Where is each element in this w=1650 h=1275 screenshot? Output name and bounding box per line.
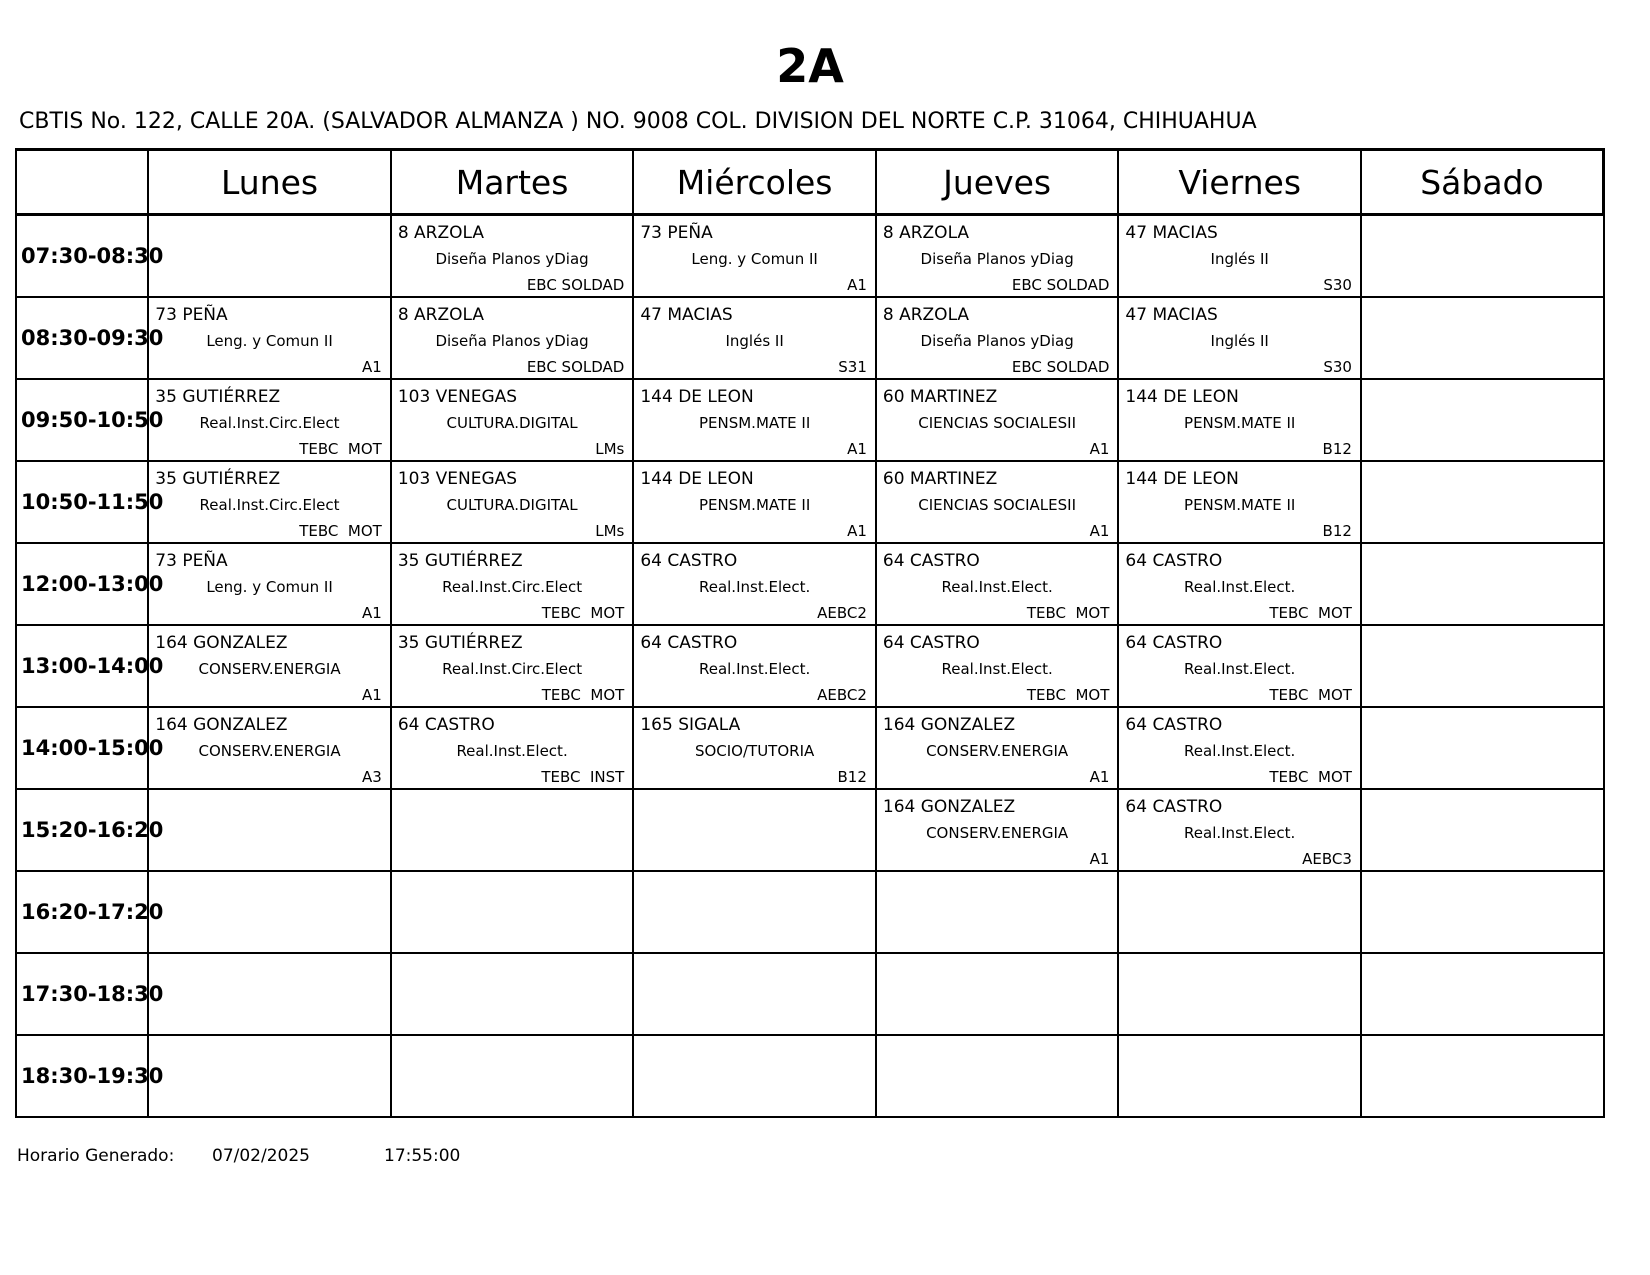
subject-name: CIENCIAS SOCIALESII — [918, 414, 1076, 432]
schedule-cell — [148, 625, 391, 707]
room-code: B12 — [837, 768, 867, 786]
subject-name: Real.Inst.Elect. — [1184, 742, 1296, 760]
schedule-cell — [1118, 543, 1361, 625]
time-slot-label: 10:50-11:50 — [16, 461, 148, 543]
room-code: TEBC MOT — [541, 686, 625, 704]
teacher-name: 47 MACIAS — [640, 305, 733, 325]
teacher-name: 165 SIGALA — [640, 715, 741, 735]
school-address: CBTIS No. 122, CALLE 20A. (SALVADOR ALMANZA ) NO. 9008 COL. DIVISION DEL NORTE C.P. 31064, CHIHUAHUA — [19, 109, 1257, 134]
teacher-name: 73 PEÑA — [640, 223, 713, 243]
day-header-sabado: Sábado — [1361, 150, 1604, 215]
schedule-cell — [876, 625, 1119, 707]
schedule-cell — [391, 707, 634, 789]
teacher-name: 35 GUTIÉRREZ — [397, 551, 523, 571]
subject-name: Diseña Planos yDiag — [920, 250, 1074, 268]
subject-name: CULTURA.DIGITAL — [446, 496, 578, 514]
schedule-cell — [876, 379, 1119, 461]
subject-name: Diseña Planos yDiag — [435, 250, 589, 268]
schedule-cell — [876, 953, 1119, 1035]
schedule-cell — [1361, 953, 1604, 1035]
schedule-cell — [391, 461, 634, 543]
schedule-cell — [391, 215, 634, 298]
schedule-cell — [876, 707, 1119, 789]
generated-time: 17:55:00 — [384, 1146, 461, 1166]
room-code: TEBC MOT — [1269, 768, 1352, 786]
time-slot-label: 14:00-15:00 — [16, 707, 148, 789]
schedule-cell — [148, 297, 391, 379]
schedule-cell — [391, 297, 634, 379]
schedule-cell — [1361, 789, 1604, 871]
teacher-name: 144 DE LEON — [1125, 469, 1239, 489]
teacher-name: 164 GONZALEZ — [882, 715, 1016, 735]
subject-name: CONSERV.ENERGIA — [926, 742, 1069, 760]
teacher-name: 64 CASTRO — [397, 715, 495, 735]
schedule-cell — [633, 953, 876, 1035]
room-code: B12 — [1322, 522, 1352, 540]
schedule-row — [16, 543, 1604, 625]
subject-name: Real.Inst.Elect. — [1184, 824, 1296, 842]
schedule-cell — [148, 543, 391, 625]
schedule-row — [16, 625, 1604, 707]
room-code: A1 — [362, 686, 382, 704]
room-code: B12 — [1322, 440, 1352, 458]
schedule-cell — [876, 871, 1119, 953]
teacher-name: 8 ARZOLA — [397, 305, 484, 325]
schedule-cell — [633, 461, 876, 543]
schedule-cell — [633, 707, 876, 789]
teacher-name: 47 MACIAS — [1125, 305, 1218, 325]
schedule-cell — [1361, 1035, 1604, 1117]
day-header-miercoles: Miércoles — [633, 150, 876, 215]
room-code: TEBC MOT — [299, 522, 382, 540]
schedule-cell — [148, 215, 391, 298]
teacher-name: 35 GUTIÉRREZ — [155, 387, 281, 407]
schedule-cell — [1361, 215, 1604, 298]
teacher-name: 73 PEÑA — [155, 551, 228, 571]
teacher-name: 60 MARTINEZ — [882, 387, 998, 407]
time-slot-label: 17:30-18:30 — [16, 953, 148, 1035]
schedule-cell — [391, 789, 634, 871]
schedule-cell — [1361, 871, 1604, 953]
page-title: 2A — [776, 39, 844, 93]
schedule-row — [16, 215, 1604, 298]
schedule-row — [16, 953, 1604, 1035]
schedule-cell — [1118, 1035, 1361, 1117]
subject-name: SOCIO/TUTORIA — [694, 742, 815, 760]
subject-name: PENSM.MATE II — [1184, 496, 1296, 514]
room-code: EBC SOLDAD — [526, 276, 625, 294]
generated-date: 07/02/2025 — [212, 1146, 310, 1166]
room-code: A1 — [1089, 440, 1110, 458]
day-header-jueves: Jueves — [876, 150, 1119, 215]
subject-name: Real.Inst.Elect. — [456, 742, 568, 760]
teacher-name: 64 CASTRO — [1125, 715, 1223, 735]
schedule-cell — [391, 871, 634, 953]
schedule-cell — [148, 953, 391, 1035]
schedule-cell — [1361, 461, 1604, 543]
teacher-name: 103 VENEGAS — [397, 387, 518, 407]
subject-name: Real.Inst.Elect. — [941, 660, 1053, 678]
schedule-cell — [633, 1035, 876, 1117]
day-header-viernes: Viernes — [1118, 150, 1361, 215]
schedule-cell — [633, 379, 876, 461]
schedule-cell — [1118, 625, 1361, 707]
teacher-name: 64 CASTRO — [640, 551, 738, 571]
corner-header — [16, 150, 148, 215]
schedule-cell — [148, 871, 391, 953]
schedule-cell — [148, 379, 391, 461]
schedule-table — [15, 148, 1605, 1118]
room-code: A1 — [1089, 522, 1110, 540]
time-slot-label: 12:00-13:00 — [16, 543, 148, 625]
room-code: A1 — [362, 358, 382, 376]
schedule-row — [16, 1035, 1604, 1117]
teacher-name: 103 VENEGAS — [397, 469, 518, 489]
time-slot-label: 18:30-19:30 — [16, 1035, 148, 1117]
room-code: LMs — [595, 522, 625, 540]
room-code: A1 — [1089, 768, 1110, 786]
room-code: A1 — [847, 440, 867, 458]
subject-name: Real.Inst.Circ.Elect — [199, 414, 340, 432]
room-code: EBC SOLDAD — [1011, 276, 1110, 294]
schedule-row — [16, 789, 1604, 871]
schedule-cell — [148, 461, 391, 543]
subject-name: Leng. y Comun II — [691, 250, 818, 268]
teacher-name: 8 ARZOLA — [882, 223, 970, 243]
schedule-cell — [1361, 297, 1604, 379]
schedule-cell — [1361, 707, 1604, 789]
schedule-cell — [391, 1035, 634, 1117]
subject-name: Real.Inst.Elect. — [1184, 578, 1296, 596]
schedule-cell — [391, 543, 634, 625]
room-code: LMs — [595, 440, 625, 458]
day-header-martes: Martes — [391, 150, 634, 215]
schedule-row — [16, 707, 1604, 789]
teacher-name: 144 DE LEON — [1125, 387, 1239, 407]
schedule-cell — [1118, 215, 1361, 298]
subject-name: PENSM.MATE II — [698, 414, 811, 432]
subject-name: CONSERV.ENERGIA — [198, 660, 341, 678]
schedule-cell — [1118, 871, 1361, 953]
room-code: A1 — [847, 276, 867, 294]
teacher-name: 35 GUTIÉRREZ — [155, 469, 281, 489]
teacher-name: 164 GONZALEZ — [155, 715, 288, 735]
schedule-cell — [876, 789, 1119, 871]
room-code: TEBC MOT — [1026, 604, 1110, 622]
schedule-cell — [1118, 789, 1361, 871]
teacher-name: 8 ARZOLA — [397, 223, 484, 243]
subject-name: PENSM.MATE II — [698, 496, 811, 514]
room-code: AEBC3 — [1302, 850, 1352, 868]
schedule-cell — [1118, 297, 1361, 379]
schedule-cell — [633, 297, 876, 379]
subject-name: Inglés II — [1210, 250, 1269, 268]
day-header-lunes: Lunes — [148, 150, 391, 215]
schedule-cell — [1118, 953, 1361, 1035]
schedule-cell — [876, 1035, 1119, 1117]
subject-name: CONSERV.ENERGIA — [198, 742, 341, 760]
subject-name: Real.Inst.Elect. — [941, 578, 1053, 596]
teacher-name: 64 CASTRO — [1125, 633, 1223, 653]
teacher-name: 64 CASTRO — [640, 633, 738, 653]
subject-name: PENSM.MATE II — [1184, 414, 1296, 432]
room-code: TEBC MOT — [1269, 604, 1352, 622]
teacher-name: 47 MACIAS — [1125, 223, 1218, 243]
time-slot-label: 16:20-17:20 — [16, 871, 148, 953]
subject-name: Inglés II — [1210, 332, 1269, 350]
teacher-name: 64 CASTRO — [1125, 797, 1223, 817]
room-code: A1 — [1089, 850, 1110, 868]
subject-name: Real.Inst.Circ.Elect — [199, 496, 340, 514]
schedule-row — [16, 871, 1604, 953]
schedule-cell — [148, 707, 391, 789]
time-slot-label: 07:30-08:30 — [16, 215, 148, 298]
room-code: EBC SOLDAD — [526, 358, 625, 376]
teacher-name: 73 PEÑA — [155, 305, 228, 325]
schedule-row — [16, 297, 1604, 379]
teacher-name: 64 CASTRO — [1125, 551, 1223, 571]
room-code: TEBC MOT — [541, 604, 625, 622]
subject-name: Diseña Planos yDiag — [435, 332, 589, 350]
schedule-cell — [633, 215, 876, 298]
schedule-cell — [876, 215, 1119, 298]
subject-name: CIENCIAS SOCIALESII — [918, 496, 1076, 514]
schedule-cell — [1118, 379, 1361, 461]
teacher-name: 35 GUTIÉRREZ — [397, 633, 523, 653]
schedule-cell — [1361, 543, 1604, 625]
schedule-cell — [391, 953, 634, 1035]
schedule-cell — [391, 625, 634, 707]
subject-name: Real.Inst.Circ.Elect — [442, 578, 583, 596]
schedule-cell — [1118, 707, 1361, 789]
subject-name: Real.Inst.Elect. — [1184, 660, 1296, 678]
time-slot-label: 08:30-09:30 — [16, 297, 148, 379]
schedule-row — [16, 379, 1604, 461]
subject-name: CONSERV.ENERGIA — [926, 824, 1069, 842]
subject-name: Inglés II — [725, 332, 784, 350]
schedule-cell — [633, 789, 876, 871]
schedule-cell — [1118, 461, 1361, 543]
subject-name: Real.Inst.Circ.Elect — [442, 660, 583, 678]
schedule-cell — [148, 789, 391, 871]
schedule-cell — [633, 543, 876, 625]
time-slot-label: 15:20-16:20 — [16, 789, 148, 871]
room-code: TEBC MOT — [1026, 686, 1110, 704]
schedule-cell — [876, 543, 1119, 625]
room-code: AEBC2 — [817, 604, 867, 622]
time-slot-label: 09:50-10:50 — [16, 379, 148, 461]
room-code: A1 — [362, 604, 382, 622]
schedule-cell — [633, 871, 876, 953]
generated-label: Horario Generado: — [17, 1146, 175, 1166]
schedule-cell — [876, 461, 1119, 543]
schedule-cell — [633, 625, 876, 707]
teacher-name: 60 MARTINEZ — [882, 469, 998, 489]
teacher-name: 64 CASTRO — [882, 551, 980, 571]
room-code: S30 — [1323, 276, 1352, 294]
teacher-name: 144 DE LEON — [640, 469, 754, 489]
teacher-name: 164 GONZALEZ — [882, 797, 1016, 817]
subject-name: Leng. y Comun II — [206, 578, 333, 596]
subject-name: Real.Inst.Elect. — [698, 660, 811, 678]
teacher-name: 8 ARZOLA — [882, 305, 970, 325]
day-header-row — [16, 150, 1604, 215]
schedule-cell — [1361, 379, 1604, 461]
room-code: S31 — [838, 358, 867, 376]
room-code: TEBC INST — [541, 768, 625, 786]
teacher-name: 144 DE LEON — [640, 387, 754, 407]
room-code: S30 — [1323, 358, 1352, 376]
schedule-cell — [876, 297, 1119, 379]
subject-name: Leng. y Comun II — [206, 332, 333, 350]
subject-name: CULTURA.DIGITAL — [446, 414, 578, 432]
time-slot-label: 13:00-14:00 — [16, 625, 148, 707]
room-code: A3 — [362, 768, 382, 786]
subject-name: Real.Inst.Elect. — [698, 578, 811, 596]
schedule-cell — [1361, 625, 1604, 707]
schedule-cell — [391, 379, 634, 461]
room-code: EBC SOLDAD — [1011, 358, 1110, 376]
room-code: A1 — [847, 522, 867, 540]
room-code: AEBC2 — [817, 686, 867, 704]
teacher-name: 164 GONZALEZ — [155, 633, 288, 653]
teacher-name: 64 CASTRO — [882, 633, 980, 653]
room-code: TEBC MOT — [299, 440, 382, 458]
subject-name: Diseña Planos yDiag — [920, 332, 1074, 350]
schedule-row — [16, 461, 1604, 543]
schedule-cell — [148, 1035, 391, 1117]
room-code: TEBC MOT — [1269, 686, 1352, 704]
